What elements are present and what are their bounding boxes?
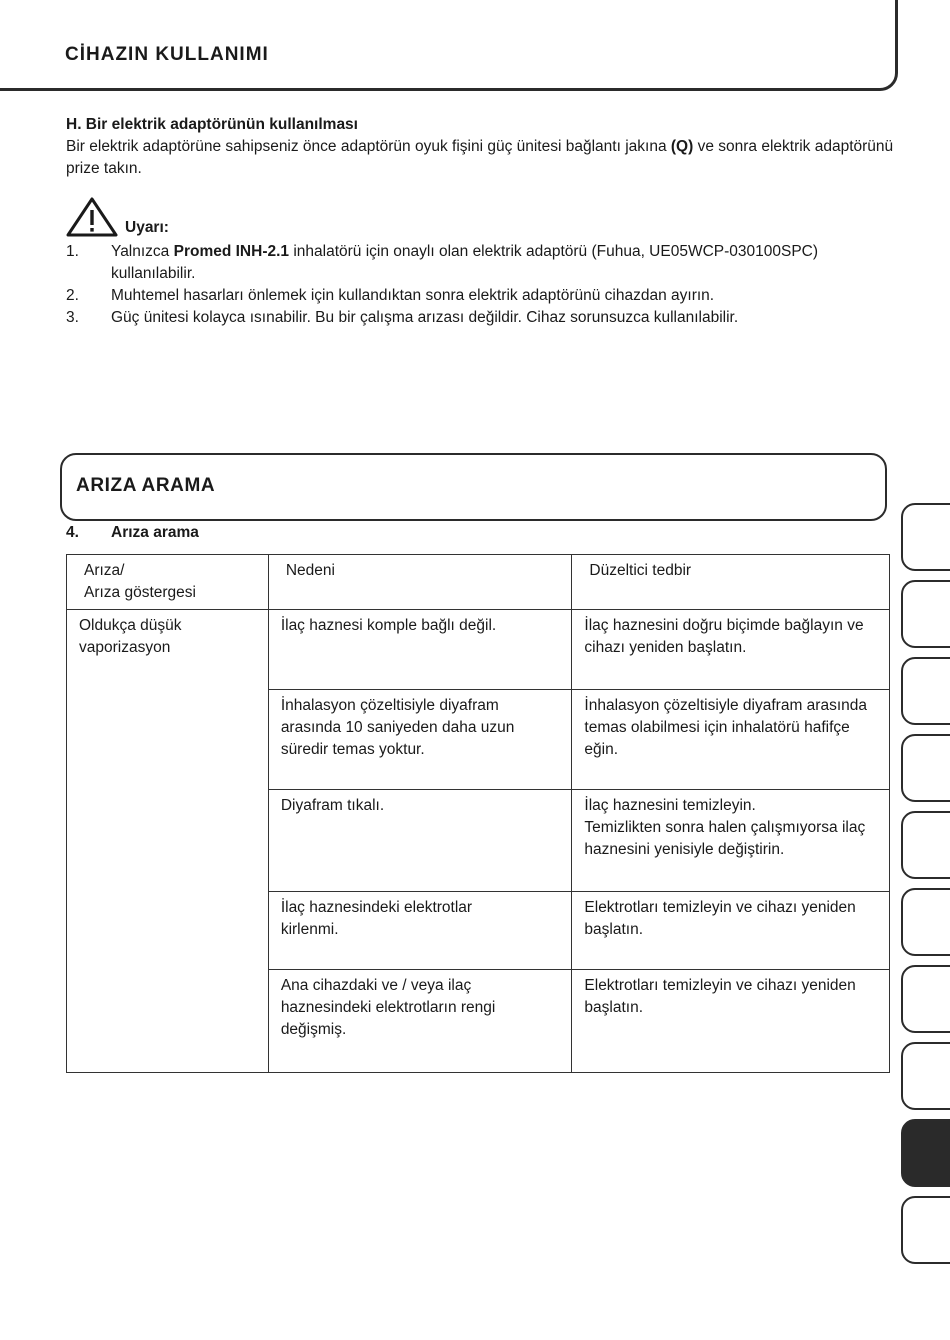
adapter-section-body: [66, 136, 896, 180]
warning-label: Uyarı:: [125, 219, 169, 236]
page-title: CİHAZIN KULLANIMI: [65, 44, 269, 65]
remedy-cell: Elektrotları temizleyin ve cihazı yeniden başlatın.: [572, 970, 890, 1073]
warning-item: [66, 307, 896, 329]
cause-cell: İlaç haznesi komple bağlı değil.: [268, 610, 572, 690]
troubleshooting-subheading: [66, 524, 199, 542]
side-tab[interactable]: [901, 734, 950, 802]
remedy-cell: İlaç haznesini doğru biçimde bağlayın ve cihazı yeniden başlatın.: [572, 610, 890, 690]
troubleshooting-section-header: [60, 453, 887, 521]
header-cause: Nedeni: [268, 555, 572, 610]
side-tab[interactable]: [901, 888, 950, 956]
warning-item-number: 2.: [66, 287, 79, 304]
warning-item-product: Promed INH-2.1: [173, 243, 290, 260]
warning-item: [66, 285, 896, 307]
remedy-cell: İnhalasyon çözeltisiyle diyafram arasında temas olabilmesi için inhalatörü hafifçe eğin.: [572, 690, 890, 790]
warning-item-number: 1.: [66, 243, 79, 260]
cause-cell: İlaç haznesindeki elektrotlar kirlenmi.: [268, 892, 572, 970]
subheading-title: Arıza arama: [111, 524, 199, 541]
adapter-jack-ref: (Q): [670, 138, 694, 155]
side-tab[interactable]: [901, 1196, 950, 1264]
side-tab[interactable]: [901, 657, 950, 725]
warning-list: [66, 241, 896, 329]
table-row: [67, 610, 890, 690]
adapter-section: [66, 114, 896, 180]
adapter-section-title: H. Bir elektrik adaptörünün kullanılması: [66, 116, 358, 133]
subheading-number: 4.: [66, 524, 79, 541]
side-tab[interactable]: [901, 580, 950, 648]
warning-triangle-icon: [66, 197, 118, 237]
troubleshooting-table: [66, 554, 890, 1073]
side-tab[interactable]: [901, 811, 950, 879]
cause-cell: Diyafram tıkalı.: [268, 790, 572, 892]
cause-cell: İnhalasyon çözeltisiyle diyafram arasında 10 saniyeden daha uzun süredir temas yoktur.: [268, 690, 572, 790]
table-header-row: [67, 555, 890, 610]
warning-heading: [66, 197, 366, 237]
warning-item-text: [111, 241, 896, 285]
warning-item-text-pre: Yalnızca: [111, 243, 174, 260]
warning-item: [66, 241, 896, 285]
side-tab[interactable]: [901, 1042, 950, 1110]
warning-item-text-post: inhalatörü için onaylı olan elektrik adaptörü (Fuhua, UE05WCP-030100SPC) kullanılabilir.: [111, 243, 819, 282]
header-remedy: Düzeltici tedbir: [572, 555, 890, 610]
adapter-body-text: Bir elektrik adaptörüne sahipseniz önce adaptörün oyuk fişini güç ünitesi bağlantı jakına: [66, 138, 671, 155]
side-tab-active[interactable]: [901, 1119, 950, 1187]
fault-cell: Oldukça düşük vaporizasyon: [67, 610, 269, 1073]
warning-item-number: 3.: [66, 309, 79, 326]
side-tab[interactable]: [901, 965, 950, 1033]
side-tab[interactable]: [901, 503, 950, 571]
warning-item-text: Güç ünitesi kolayca ısınabilir. Bu bir çalışma arızası değildir. Cihaz sorunsuzca kullanılabilir.: [111, 309, 739, 326]
header-fault: Arıza/ Arıza göstergesi: [67, 555, 269, 610]
troubleshooting-section-title: ARIZA ARAMA: [76, 475, 216, 496]
cause-cell: Ana cihazdaki ve / veya ilaç haznesindeki elektrotların rengi değişmiş.: [268, 970, 572, 1073]
adapter-body-text-end: ve sonra elektrik adaptörünü prize takın.: [66, 138, 894, 177]
remedy-cell: İlaç haznesini temizleyin. Temizlikten sonra halen çalışmıyorsa ilaç haznesini yenisiyle değiştirin.: [572, 790, 890, 892]
warning-item-text: Muhtemel hasarları önlemek için kullandıktan sonra elektrik adaptörünü cihazdan ayırın.: [111, 287, 715, 304]
remedy-cell: Elektrotları temizleyin ve cihazı yeniden başlatın.: [572, 892, 890, 970]
